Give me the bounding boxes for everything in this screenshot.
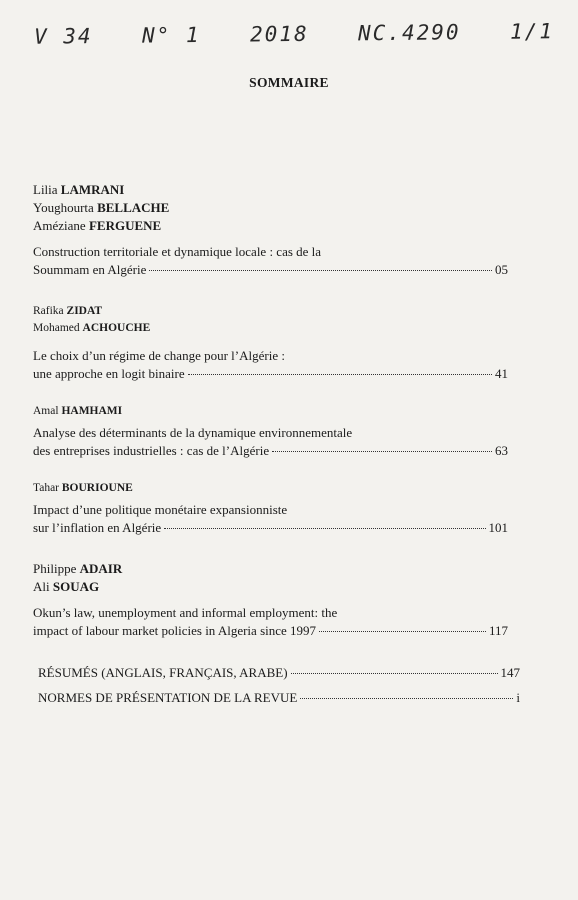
page-number: 117 [488, 623, 508, 638]
author: Amal HAMHAMI [33, 405, 123, 417]
page-title: SOMMAIRE [249, 75, 329, 90]
toc-section-resumes: RÉSUMÉS (ANGLAIS, FRANÇAIS, ARABE) 147 [38, 665, 520, 680]
article-title: Analyse des déterminants de la dynamique environnementale des entreprises industrielles : cas de l’Algérie 63 [33, 425, 508, 458]
toc-entry [33, 403, 508, 460]
leader-dots [272, 451, 492, 452]
reference-note: NC.4290 [357, 20, 461, 46]
toc-section-normes: NORMES DE PRÉSENTATION DE LA REVUE i [38, 690, 520, 705]
volume-note: V 34 [33, 24, 93, 49]
leader-dots [164, 528, 485, 529]
article-title: Okun’s law, unemployment and informal employment: the impact of labour market policies in Algeria since 1997 117 [33, 605, 508, 638]
page-number: 41 [495, 366, 508, 381]
leader-dots [319, 631, 486, 632]
copy-note: 1/1 [509, 19, 555, 44]
author: Rafika ZIDAT [33, 305, 103, 317]
author: Youghourta BELLACHE [33, 200, 170, 215]
page-number: 05 [495, 262, 508, 277]
author: Tahar BOURIOUNE [33, 482, 133, 494]
leader-dots [291, 673, 498, 674]
handwritten-catalog-note [34, 19, 554, 48]
toc-entry [33, 560, 508, 640]
author: Lilia LAMRANI [33, 182, 125, 197]
year-note: 2018 [249, 21, 309, 47]
author: Ali SOUAG [33, 579, 100, 594]
page-number: 147 [500, 665, 520, 680]
article-title: Le choix d’un régime de change pour l’Algérie : une approche en logit binaire 41 [33, 348, 508, 381]
page-number: i [516, 690, 520, 705]
leader-dots [300, 698, 513, 699]
page-number: 63 [495, 443, 508, 458]
toc-entry [33, 303, 508, 383]
author: Améziane FERGUENE [33, 218, 162, 233]
author: Mohamed ACHOUCHE [33, 322, 151, 334]
toc-entry [33, 181, 508, 279]
page-number: 101 [488, 520, 508, 535]
article-title: Construction territoriale et dynamique locale : cas de la Soummam en Algérie 05 [33, 244, 508, 277]
toc-entry [33, 480, 508, 537]
article-title: Impact d’une politique monétaire expansionniste sur l’inflation en Algérie 101 [33, 502, 508, 535]
number-note: N° 1 [141, 22, 201, 48]
leader-dots [188, 374, 492, 375]
leader-dots [149, 270, 492, 271]
author: Philippe ADAIR [33, 561, 123, 576]
